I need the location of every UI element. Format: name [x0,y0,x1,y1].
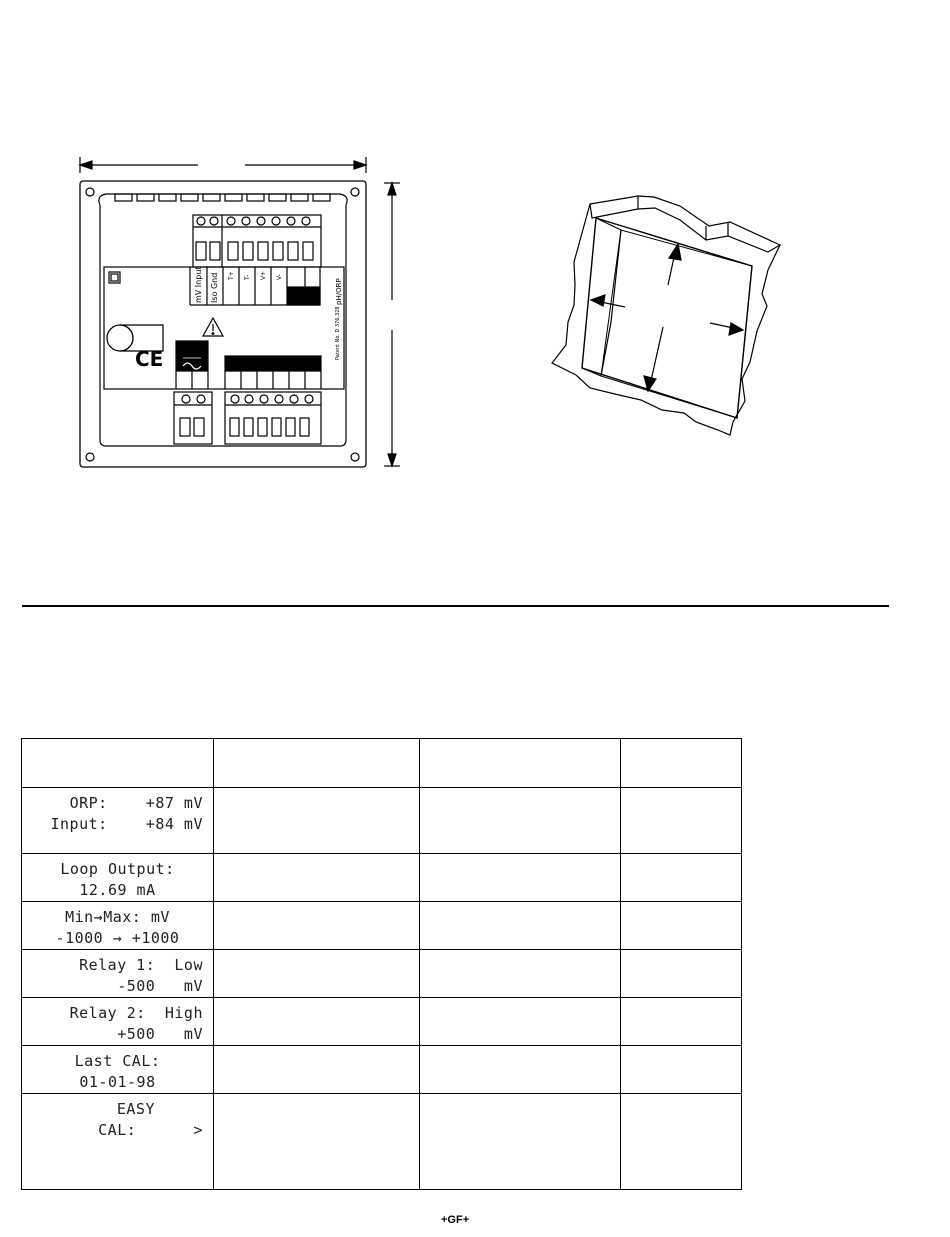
display-cell [22,1094,214,1190]
display-cell [22,998,214,1046]
display-table [21,738,742,1190]
label-v-minus: V- [276,274,283,280]
table-header [22,739,214,788]
display-line: 01-01-98 [79,1073,156,1091]
table-header [214,739,420,788]
table-row [22,854,742,902]
patent-text: Patent No. D 376,328 [335,306,341,360]
arrowhead-icon [729,323,743,335]
display-line: EASY [116,1100,155,1118]
display-line: -500 mV [117,977,203,995]
display-line: 12.69 mA [79,881,156,899]
table-header [621,739,742,788]
display-line: -1000 → +1000 [55,929,180,947]
display-cell [22,950,214,998]
display-line: +500 mV [117,1025,203,1043]
display-cell [22,902,214,950]
display-cell [22,1046,214,1094]
display-line: CAL: > [98,1121,203,1139]
arrowhead-icon [591,295,605,306]
display-line: Min→Max: mV [65,908,170,926]
label-t-minus: T- [244,274,251,280]
display-line: Loop Output: [60,860,175,878]
ce-mark: CE [135,347,164,371]
display-line: Last CAL: [74,1052,161,1070]
display-line: Input: +84 mV [50,815,203,833]
display-line: ORP: +87 mV [69,794,203,812]
display-line: Relay 2: High [69,1004,203,1022]
arrow-down [650,327,663,385]
label-t-plus: T+ [228,271,235,280]
cutout-opening [582,218,752,418]
section-divider [22,605,889,607]
label-v-plus: V+ [260,270,267,280]
table-row [22,1046,742,1094]
display-line: Relay 1: Low [79,956,203,974]
table-row [22,788,742,854]
gf-logo: +GF+ [441,1214,470,1226]
label-ph-orp: pH/ORP [335,278,343,305]
table-row [22,998,742,1046]
table-row [22,902,742,950]
table-header [420,739,621,788]
display-cell [22,854,214,902]
display-cell [22,788,214,854]
table-row [22,1094,742,1190]
table-row [22,950,742,998]
label-mv-input: mV Input [194,266,203,303]
label-iso-gnd: Iso Gnd [210,272,219,303]
panel-cutout-diagram [0,0,950,600]
